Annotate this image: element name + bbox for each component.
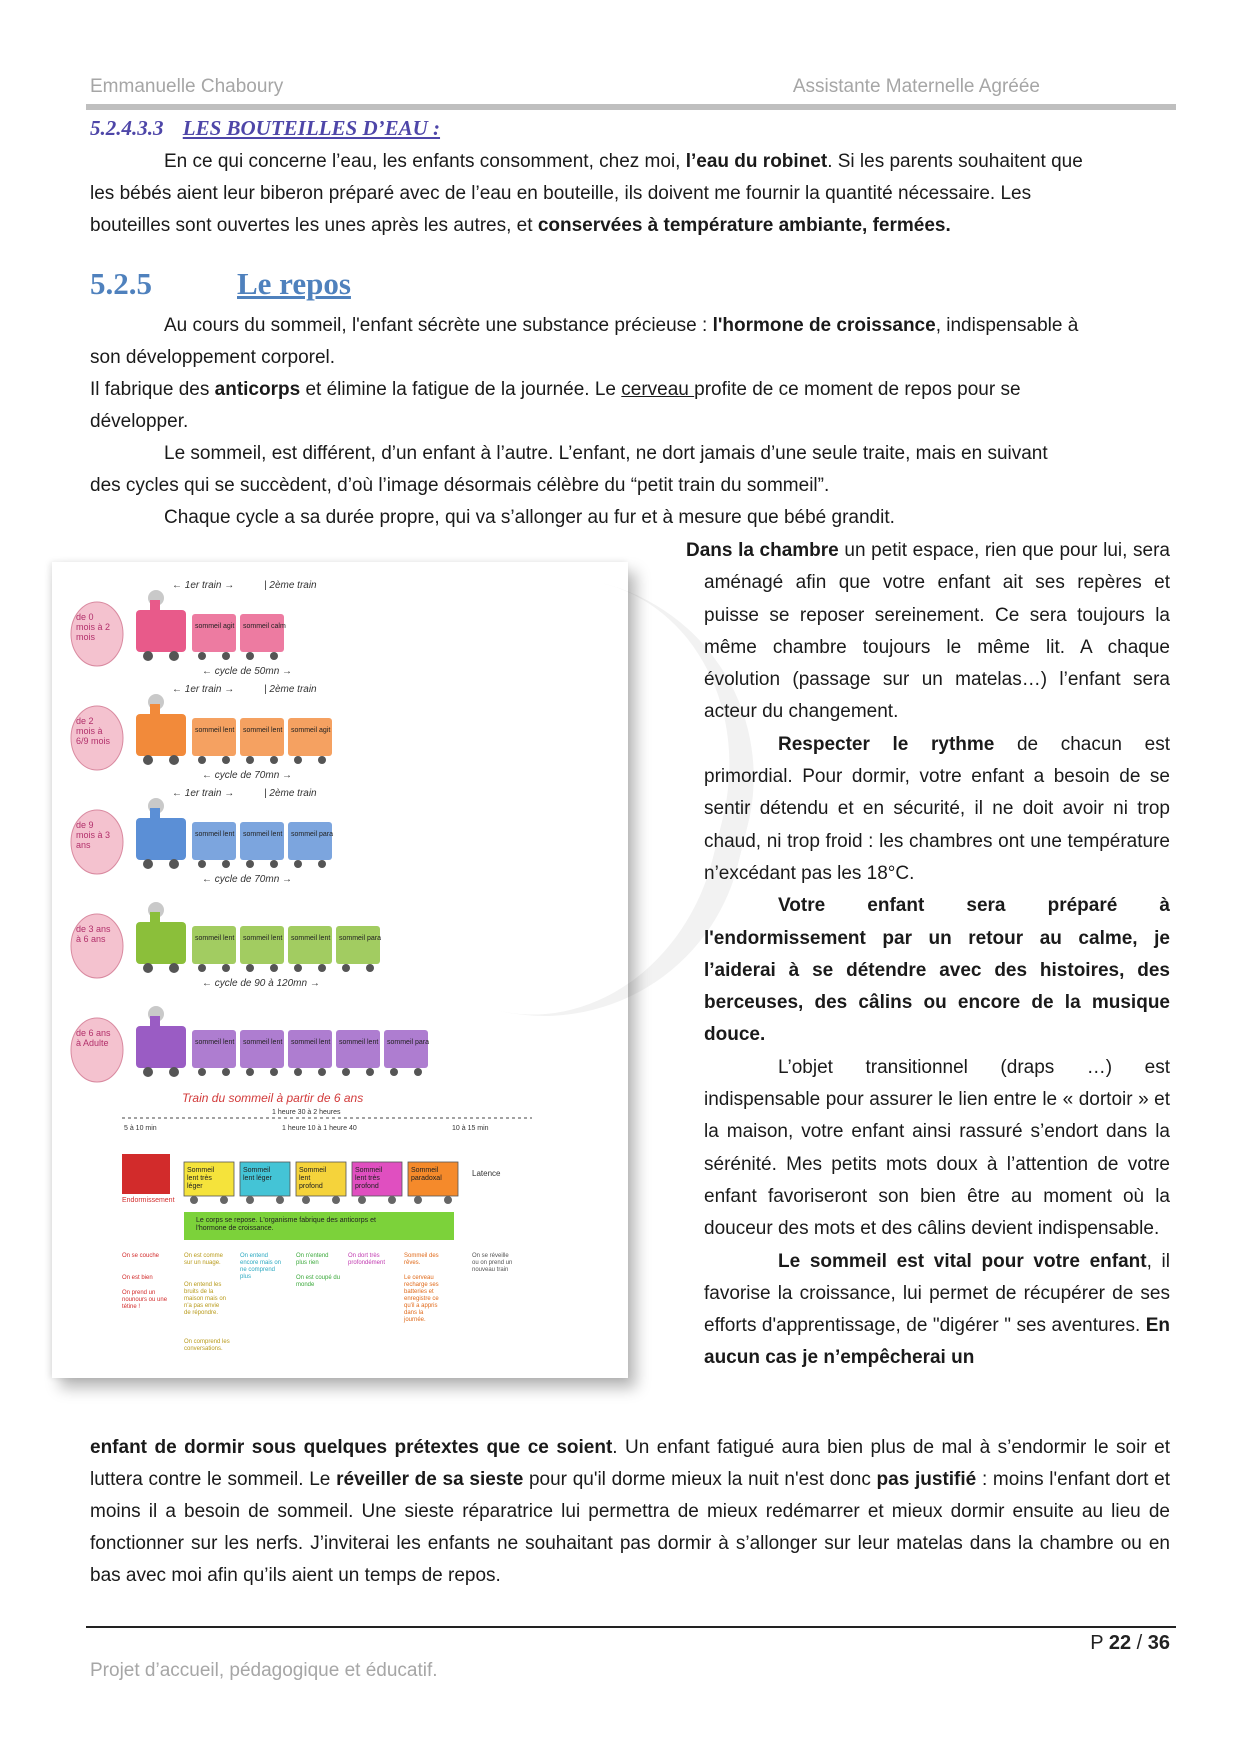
- train-wheel: [143, 859, 153, 869]
- train-label: | 2ème train: [264, 684, 317, 695]
- cycle-label: ← cycle de 70mn →: [202, 770, 293, 781]
- chimney: [150, 704, 160, 716]
- train-car: [288, 718, 332, 756]
- train-car-label: sommeil para: [387, 1039, 430, 1046]
- train-label: ← 1er train →: [172, 788, 235, 799]
- note-text: ou on prend un: [472, 1260, 513, 1266]
- train-wheel: [222, 860, 230, 868]
- age-label: mois à 2: [76, 622, 111, 632]
- train-car: [288, 1030, 332, 1068]
- train-car: [192, 614, 236, 652]
- train-wheel: [246, 1196, 254, 1204]
- banner-text: Le corps se repose. L'organisme fabrique des anticorps et: [196, 1217, 376, 1224]
- section-water-number: 5.2.4.3.3: [90, 116, 164, 140]
- locomotive: [136, 818, 186, 860]
- note-text: On comprend les: [184, 1339, 230, 1345]
- train-wheel: [270, 1068, 278, 1076]
- train-wheel: [190, 1196, 198, 1204]
- chimney: [150, 808, 160, 820]
- transitional-object-paragraph: L’objet transitionnel (draps …) est indispensable pour assurer le lien entre le « dortoir » et la maison, votre enfant ainsi rassuré s’endort dans la sérénité. Mes petits mots doux à l’attention de votre enfant favoriseront son bien être au moment où la douceur des mots et des câlins devient indispensable.: [704, 1056, 1170, 1240]
- note-text: recharge ses: [404, 1282, 439, 1288]
- note-text: nouveau train: [472, 1267, 509, 1273]
- note-text: On n'entend: [296, 1253, 329, 1259]
- rhythm-paragraph: Respecter le rythme de chacun est primordial. Pour dormir, votre enfant a besoin de se sentir détendu et en sécurité, il ne doit avoir ni trop chaud, ni trop froid : les chambres ont une température n’excédant pas les 18°C.: [704, 733, 1170, 884]
- train-wheel: [342, 964, 350, 972]
- train-wheel: [414, 1068, 422, 1076]
- note-text: Sommeil des: [404, 1253, 439, 1259]
- train-car-label: sommeil lent: [291, 935, 331, 942]
- train-wheel: [366, 1068, 374, 1076]
- header-rule: [86, 104, 1176, 110]
- note-text: nounours ou une: [122, 1297, 168, 1303]
- train-wheel: [390, 1068, 398, 1076]
- sleep-car-label: Sommeil: [411, 1167, 439, 1174]
- train-wheel: [246, 652, 254, 660]
- train-wheel: [358, 1196, 366, 1204]
- cycle-label: ← cycle de 70mn →: [202, 874, 293, 885]
- train-car: [192, 926, 236, 964]
- banner-text: l'hormone de croissance.: [196, 1225, 274, 1232]
- note-text: enregistre ce: [404, 1296, 439, 1302]
- note-text: profondément: [348, 1260, 386, 1266]
- cycle-label: ← cycle de 90 à 120mn →: [202, 978, 320, 989]
- train-car: [240, 822, 284, 860]
- age-label: à 6 ans: [76, 934, 106, 944]
- train-car-label: sommeil agit: [291, 727, 331, 734]
- train-wheel: [302, 1196, 310, 1204]
- note-text: encore mais on: [240, 1260, 282, 1266]
- note-text: maison mais on: [184, 1296, 227, 1302]
- note-text: Le cerveau: [404, 1275, 434, 1281]
- train-wheel: [169, 1067, 179, 1077]
- note-text: ne comprend: [240, 1267, 276, 1273]
- train-wheel: [222, 756, 230, 764]
- sleep-car-label: léger: [187, 1183, 203, 1190]
- timing-label: 5 à 10 min: [124, 1125, 157, 1132]
- endormissement-label: Endormissement: [122, 1197, 175, 1204]
- train-wheel: [270, 756, 278, 764]
- train-wheel: [388, 1196, 396, 1204]
- note-text: On est comme: [184, 1253, 224, 1259]
- sleep-car-label: Sommeil: [299, 1167, 327, 1174]
- train-car-label: sommeil lent: [243, 935, 283, 942]
- train-wheel: [143, 963, 153, 973]
- train-wheel: [318, 964, 326, 972]
- train-wheel: [198, 860, 206, 868]
- train-car: [288, 822, 332, 860]
- chimney: [150, 600, 160, 612]
- train-wheel: [270, 860, 278, 868]
- train-label: ← 1er train →: [172, 580, 235, 591]
- red-locomotive: [122, 1154, 170, 1194]
- age-label: mois à: [76, 726, 103, 736]
- room-paragraph: Dans la chambre un petit espace, rien que pour lui, sera aménagé afin que votre enfant ait ses repères et puisse se reposer sereinement. Ce sera toujours la même chambre toujours le même lit. A chaque évolution (passage sur un matelas…) l’enfant sera acteur du changement.: [686, 540, 1170, 723]
- note-text: monde: [296, 1282, 315, 1288]
- train-wheel: [318, 756, 326, 764]
- cycle-label: ← cycle de 50mn →: [202, 666, 293, 677]
- section-water-title: LES BOUTEILLES D’EAU :: [182, 116, 441, 140]
- train-car-label: sommeil lent: [243, 1039, 283, 1046]
- train-wheel: [246, 1068, 254, 1076]
- timing-label: 1 heure 10 à 1 heure 40: [282, 1125, 357, 1132]
- sleep-car-label: lent très: [187, 1175, 212, 1182]
- vital-sleep-paragraph: Le sommeil est vital pour votre enfant, il favorise la croissance, lui permet de récupérer de ses efforts d'apprentissage, de "digérer " ses aventures. En aucun cas je n’empêcherai un: [704, 1250, 1170, 1369]
- note-text: On est bien: [122, 1275, 153, 1281]
- note-text: On entend: [240, 1253, 269, 1259]
- sleep-car-label: lent léger: [243, 1175, 272, 1182]
- train-car-label: sommeil para: [291, 831, 334, 838]
- train-label: ← 1er train →: [172, 684, 235, 695]
- closing-paragraph: enfant de dormir sous quelques prétextes que ce soient. Un enfant fatigué aura bien plus de mal à s’endormir le soir et luttera contre le sommeil. Le réveiller de sa sieste pour qu'il dorme mieux la nuit n'est donc pas justifié : moins l'enfant dort et moins il a besoin de sommeil. Une sieste réparatrice lui permettra de mieux redémarrer et mieux dormir ensuite au lieu de fonctionner sur les nerfs. J’inviterai les enfants ne souhaitant pas dormir à s’allonger sur leur matelas dans la chambre ou en bas avec moi afin qu’ils aient un temps de repos.: [90, 1437, 1170, 1586]
- chimney: [150, 912, 160, 924]
- note-text: On dort très: [348, 1253, 380, 1259]
- footer-text: Projet d’accueil, pédagogique et éducatif.: [90, 1660, 438, 1681]
- train-wheel: [342, 1068, 350, 1076]
- age-label: ans: [76, 840, 91, 850]
- age-label: 6/9 mois: [76, 736, 111, 746]
- sleep-car-label: profond: [355, 1183, 379, 1190]
- train-wheel: [222, 652, 230, 660]
- train-wheel: [143, 651, 153, 661]
- train-car-label: sommeil calm: [243, 623, 286, 630]
- train-wheel: [220, 1196, 228, 1204]
- rest-intro: Au cours du sommeil, l'enfant sécrète une substance précieuse : l'hormone de croissance, indispensable à son développement corporel. Il fabrique des anticorps et élimine la fatigue de la journée. Le cerveau profite de ce moment de repos pour se développer. Le sommeil, est différent, d’un enfant à l’autre. L’enfant, ne dort jamais d’une seule traite, mais en suivant des cycles qui se succèdent, d’où l’image désormais célèbre du “petit train du sommeil”. Chaque cycle a sa durée propre, qui va s’allonger au fur et à mesure que bébé grandit.: [90, 315, 1079, 528]
- train-car: [240, 926, 284, 964]
- train-wheel: [222, 1068, 230, 1076]
- train-wheel: [270, 652, 278, 660]
- note-text: rêves.: [404, 1260, 421, 1266]
- train-car: [336, 926, 380, 964]
- train-car-label: sommeil para: [339, 935, 382, 942]
- locomotive: [136, 714, 186, 756]
- note-text: tétine !: [122, 1304, 141, 1310]
- train-wheel: [294, 860, 302, 868]
- train-wheel: [198, 756, 206, 764]
- train-car-label: sommeil lent: [195, 1039, 235, 1046]
- train-car-label: sommeil lent: [195, 935, 235, 942]
- section-rest-number: 5.2.5: [90, 266, 152, 301]
- train-wheel: [318, 1068, 326, 1076]
- age-label: de 2: [76, 716, 94, 726]
- train-car: [192, 1030, 236, 1068]
- train-car: [240, 718, 284, 756]
- train-wheel: [169, 963, 179, 973]
- timing-label: 1 heure 30 à 2 heures: [272, 1109, 341, 1116]
- sleep-car-label: Sommeil: [187, 1167, 215, 1174]
- sleep-car-label: paradoxal: [411, 1175, 442, 1182]
- age-label: de 3 ans: [76, 924, 111, 934]
- train-wheel: [222, 964, 230, 972]
- train-car-label: sommeil agit: [195, 623, 235, 630]
- age-label: mois à 3: [76, 830, 111, 840]
- train-wheel: [246, 860, 254, 868]
- note-text: On entend les: [184, 1282, 222, 1288]
- train-wheel: [143, 1067, 153, 1077]
- train-wheel: [414, 1196, 422, 1204]
- train-wheel: [246, 756, 254, 764]
- note-text: plus: [240, 1274, 252, 1280]
- note-text: On se couche: [122, 1253, 160, 1259]
- train-wheel: [198, 964, 206, 972]
- note-text: dans la: [404, 1310, 424, 1316]
- train-wheel: [318, 860, 326, 868]
- sleep-car-label: profond: [299, 1183, 323, 1190]
- sleep-car-label: lent: [299, 1175, 311, 1182]
- note-text: batteries et: [404, 1289, 434, 1295]
- note-text: On se réveille: [472, 1253, 509, 1259]
- page-number: P 22 / 36: [1090, 1632, 1170, 1654]
- locomotive: [136, 922, 186, 964]
- train-wheel: [198, 652, 206, 660]
- water-paragraph: En ce qui concerne l’eau, les enfants consomment, chez moi, l’eau du robinet. Si les parents souhaitent que les bébés aient leur biberon préparé avec de l’eau en bouteille, ils doivent me fournir la quantité nécessaire. Les bouteilles sont ouvertes les unes après les autres, et conservées à température ambiante, fermées.: [90, 151, 1083, 236]
- section-water-heading: [90, 116, 440, 141]
- train-wheel: [366, 964, 374, 972]
- train-car-label: sommeil lent: [291, 1039, 331, 1046]
- age-label: de 6 ans: [76, 1028, 111, 1038]
- train-car: [240, 1030, 284, 1068]
- train-wheel: [294, 1068, 302, 1076]
- sleep-car-label: lent très: [355, 1175, 380, 1182]
- chimney: [150, 1016, 160, 1028]
- train-car: [192, 718, 236, 756]
- train-label: | 2ème train: [264, 580, 317, 591]
- train-wheel: [246, 964, 254, 972]
- note-text: de répondre.: [184, 1310, 219, 1316]
- header-role: Assistante Maternelle Agréée: [792, 76, 1040, 97]
- note-text: sur un nuage.: [184, 1260, 221, 1266]
- train-wheel: [444, 1196, 452, 1204]
- train-wheel: [270, 964, 278, 972]
- calm-paragraph: Votre enfant sera préparé à l'endormissement par un retour au calme, je l’aiderai à se détendre avec des histoires, des berceuses, des câlins ou encore de la musique douce.: [704, 895, 1170, 1046]
- locomotive: [136, 610, 186, 652]
- note-text: journée.: [404, 1317, 426, 1323]
- latence-label: Latence: [472, 1169, 501, 1178]
- footer-rule: [86, 1626, 1176, 1628]
- train-wheel: [332, 1196, 340, 1204]
- train-wheel: [294, 964, 302, 972]
- bottom-title: Train du sommeil à partir de 6 ans: [182, 1091, 364, 1105]
- train-car: [240, 614, 284, 652]
- note-text: On est coupé du: [296, 1275, 341, 1281]
- train-car-label: sommeil lent: [243, 831, 283, 838]
- right-column: [686, 535, 1170, 1375]
- section-rest-title: Le repos: [237, 266, 351, 301]
- train-wheel: [169, 651, 179, 661]
- train-wheel: [169, 755, 179, 765]
- note-text: On prend un: [122, 1290, 156, 1296]
- note-text: conversations.: [184, 1346, 223, 1352]
- locomotive: [136, 1026, 186, 1068]
- age-label: mois: [76, 632, 96, 642]
- train-wheel: [169, 859, 179, 869]
- sleep-car-label: Sommeil: [243, 1167, 271, 1174]
- train-car-label: sommeil lent: [195, 727, 235, 734]
- train-wheel: [294, 756, 302, 764]
- train-car: [288, 926, 332, 964]
- age-label: de 9: [76, 820, 94, 830]
- train-car-label: sommeil lent: [195, 831, 235, 838]
- age-label: à Adulte: [76, 1038, 109, 1048]
- age-label: de 0: [76, 612, 94, 622]
- sleep-car-label: Sommeil: [355, 1167, 383, 1174]
- train-car: [384, 1030, 428, 1068]
- note-text: plus rien: [296, 1260, 319, 1266]
- train-car: [336, 1030, 380, 1068]
- train-wheel: [198, 1068, 206, 1076]
- train-car-label: sommeil lent: [339, 1039, 379, 1046]
- train-wheel: [276, 1196, 284, 1204]
- train-car-label: sommeil lent: [243, 727, 283, 734]
- note-text: qu'il a appris: [404, 1303, 438, 1309]
- timing-label: 10 à 15 min: [452, 1125, 489, 1132]
- train-wheel: [143, 755, 153, 765]
- train-car: [192, 822, 236, 860]
- note-text: bruits de la: [184, 1289, 214, 1295]
- note-text: n'a pas envie: [184, 1303, 220, 1309]
- header-author: Emmanuelle Chaboury: [90, 76, 284, 97]
- train-label: | 2ème train: [264, 788, 317, 799]
- section-rest-heading: [90, 266, 351, 302]
